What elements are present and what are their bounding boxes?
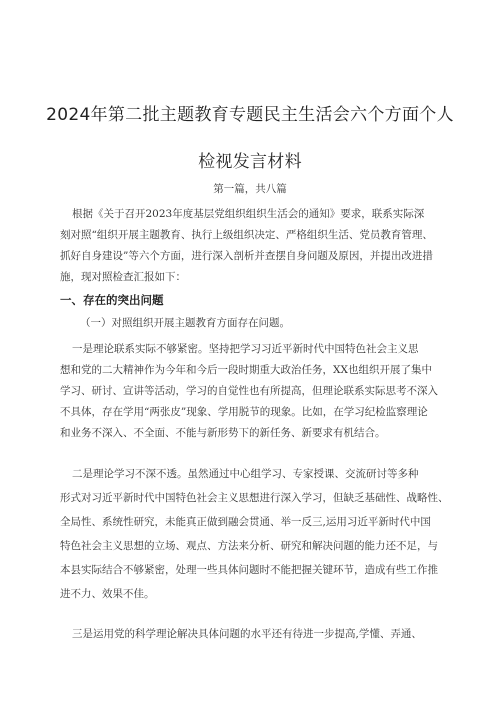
paragraph-line: 一是理论联系实际不够紧密。坚持把学习习近平新时代中国特色社会主义思 bbox=[72, 343, 419, 355]
intro-line: 抓好自身建设”等六个方面，进行深入剖析并查摆自身问题及原因，并提出改进措 bbox=[60, 250, 433, 262]
paragraph-line: 三是运用党的科学理论解决具体问题的水平还有待进一步提高,学懂、弄通、 bbox=[72, 628, 422, 640]
paragraph-line: 形式对习近平新时代中国特色社会主义思想进行深入学习，但缺乏基础性、战略性、 bbox=[60, 492, 449, 504]
paragraph-line: 全局性、系统性研究，未能真正做到融会贯通、举一反三,运用习近平新时代中国 bbox=[60, 516, 431, 528]
document-title-line-1: 2024年第二批主题教育专题民主生活会六个方面个人 bbox=[46, 105, 454, 125]
paragraph-line: 进不力、效果不佳。 bbox=[60, 588, 155, 600]
subsection-heading: （一）对照组织开展主题教育方面存在问题。 bbox=[80, 317, 290, 329]
section-heading: 一、存在的突出问题 bbox=[60, 293, 164, 307]
intro-line: 施，现对照检查汇报如下： bbox=[60, 271, 186, 283]
paragraph-line: 和业务不深入、不全面、不能与新形势下的新任务、新要求有机结合。 bbox=[60, 427, 386, 439]
intro-line: 刻对照“组织开展主题教育、执行上级组织决定、严格组织生活、党员教育管理、 bbox=[60, 229, 433, 241]
paragraph-line: 学习、研讨、宣讲等活动，学习的自觉性也有所提高，但理论联系实际思考不深入 bbox=[60, 385, 438, 397]
paragraph-line: 想和党的二大精神作为今年和今后一段时期重大政治任务，XX也组织开展了集中 bbox=[60, 364, 432, 376]
intro-line: 根据《关于召开2023年度基层党组织组织生活会的通知》要求，联系实际深 bbox=[72, 208, 425, 220]
paragraph-line: 不具体，存在学用“两张皮”现象、学用脱节的现象。比如，在学习纪检监察理论 bbox=[60, 406, 428, 418]
document-subtitle: 第一篇，共八篇 bbox=[213, 183, 287, 195]
paragraph-line: 二是理论学习不深不透。虽然通过中心组学习、专家授课、交流研讨等多种 bbox=[72, 468, 419, 480]
paragraph-line: 特色社会主义思想的立场、观点、方法来分析、研究和解决问题的能力还不足，与 bbox=[60, 540, 438, 552]
paragraph-line: 本县实际结合不够紧密，处理一些具体问题时不能把握关键环节，造成有些工作推 bbox=[60, 564, 438, 576]
document-title-line-2: 检视发言材料 bbox=[198, 152, 302, 172]
